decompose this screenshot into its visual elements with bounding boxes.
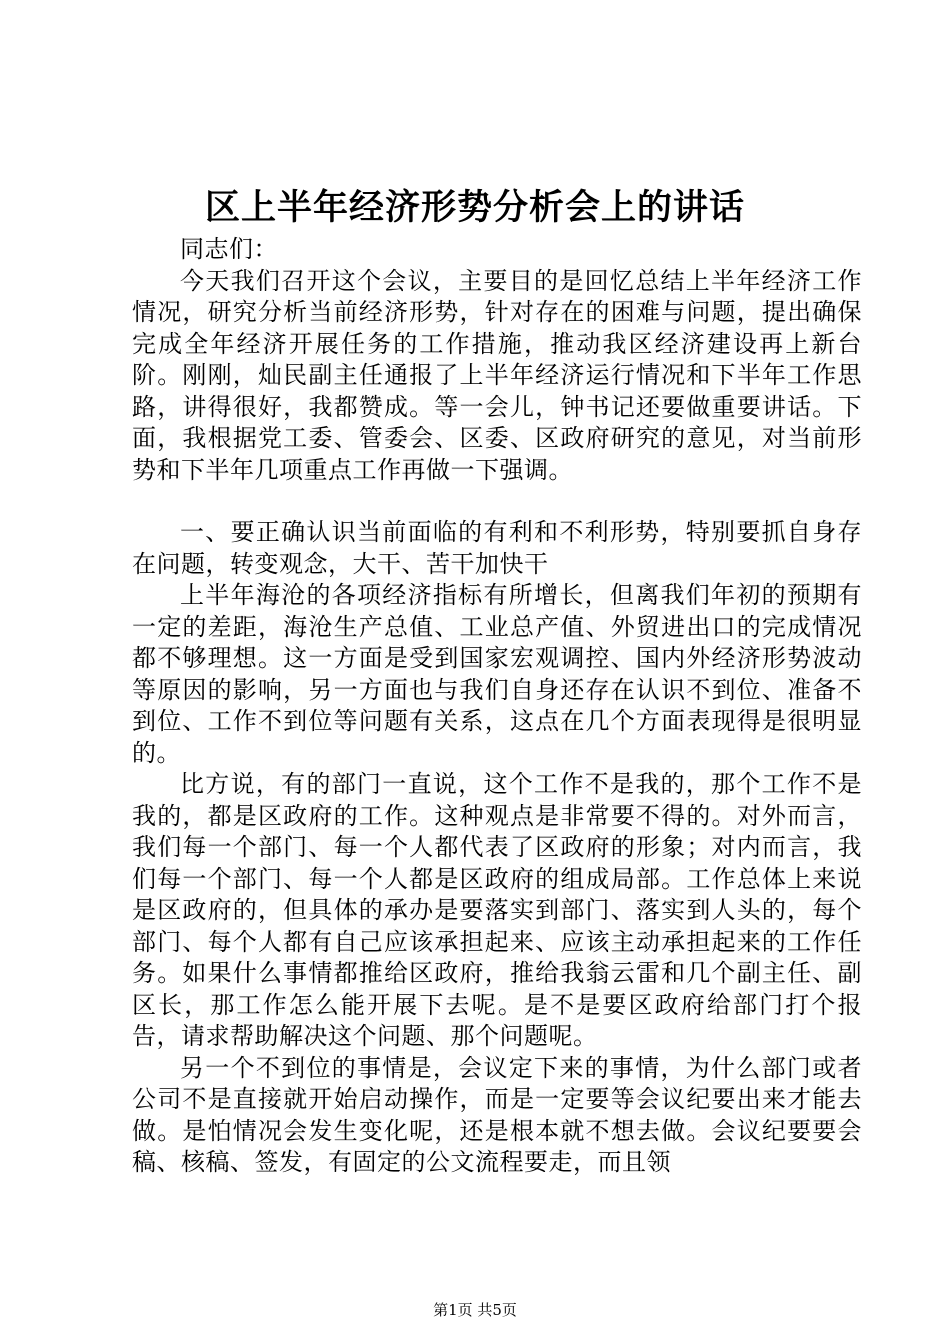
paragraph-department-responsibility: 比方说，有的部门一直说，这个工作不是我的，那个工作不是我的，都是区政府的工作。这种观点是非常要不得的。对外而言，我们每一个部门、每一个人都代表了区政府的形象；对内而言，我们每一个部门、每一个人都是区政府的组成局部。工作总体上来说是区政府的，但具体的承办是要落实到部门、落实到人头的，每个部门、每个人都有自己应该承担起来、应该主动承担起来的工作任务。如果什么事情都推给区政府，推给我翁云雷和几个副主任、副区长，那工作怎么能开展下去呢。是不是要区政府给部门打个报告，请求帮助解决这个问题、那个问题呢。 [132, 770, 862, 1050]
document-title: 区上半年经济形势分析会上的讲话 [204, 187, 745, 228]
document-body [132, 234, 862, 1179]
section-heading-1: 一、要正确认识当前面临的有利和不利形势，特别要抓自身存在问题，转变观念，大干、苦干加快干 [132, 518, 862, 578]
page-number-footer: 第1页 共5页 [433, 1301, 517, 1319]
paragraph-intro: 今天我们召开这个会议，主要目的是回忆总结上半年经济工作情况，研究分析当前经济形势，针对存在的困难与问题，提出确保完成全年经济开展任务的工作措施，推动我区经济建设再上新台阶。刚刚，灿民副主任通报了上半年经济运行情况和下半年工作思路，讲得很好，我都赞成。等一会儿，钟书记还要做重要讲话。下面，我根据党工委、管委会、区委、区政府研究的意见，对当前形势和下半年几项重点工作再做一下强调。 [132, 266, 862, 484]
paragraph-meeting-minutes: 另一个不到位的事情是，会议定下来的事情，为什么部门或者公司不是直接就开始启动操作，而是一定要等会议纪要出来才能去做。是怕情况会发生变化呢，还是根本就不想去做。会议纪要要会稿、核稿、签发，有固定的公文流程要走，而且领 [132, 1053, 862, 1176]
greeting: 同志们： [180, 235, 278, 263]
paragraph-economic-indicators: 上半年海沧的各项经济指标有所增长，但离我们年初的预期有一定的差距，海沧生产总值、工业总产值、外贸进出口的完成情况都不够理想。这一方面是受到国家宏观调控、国内外经济形势波动等原因的影响，另一方面也与我们自身还存在认识不到位、准备不到位、工作不到位等问题有关系，这点在几个方面表现得是很明显的。 [132, 581, 862, 767]
